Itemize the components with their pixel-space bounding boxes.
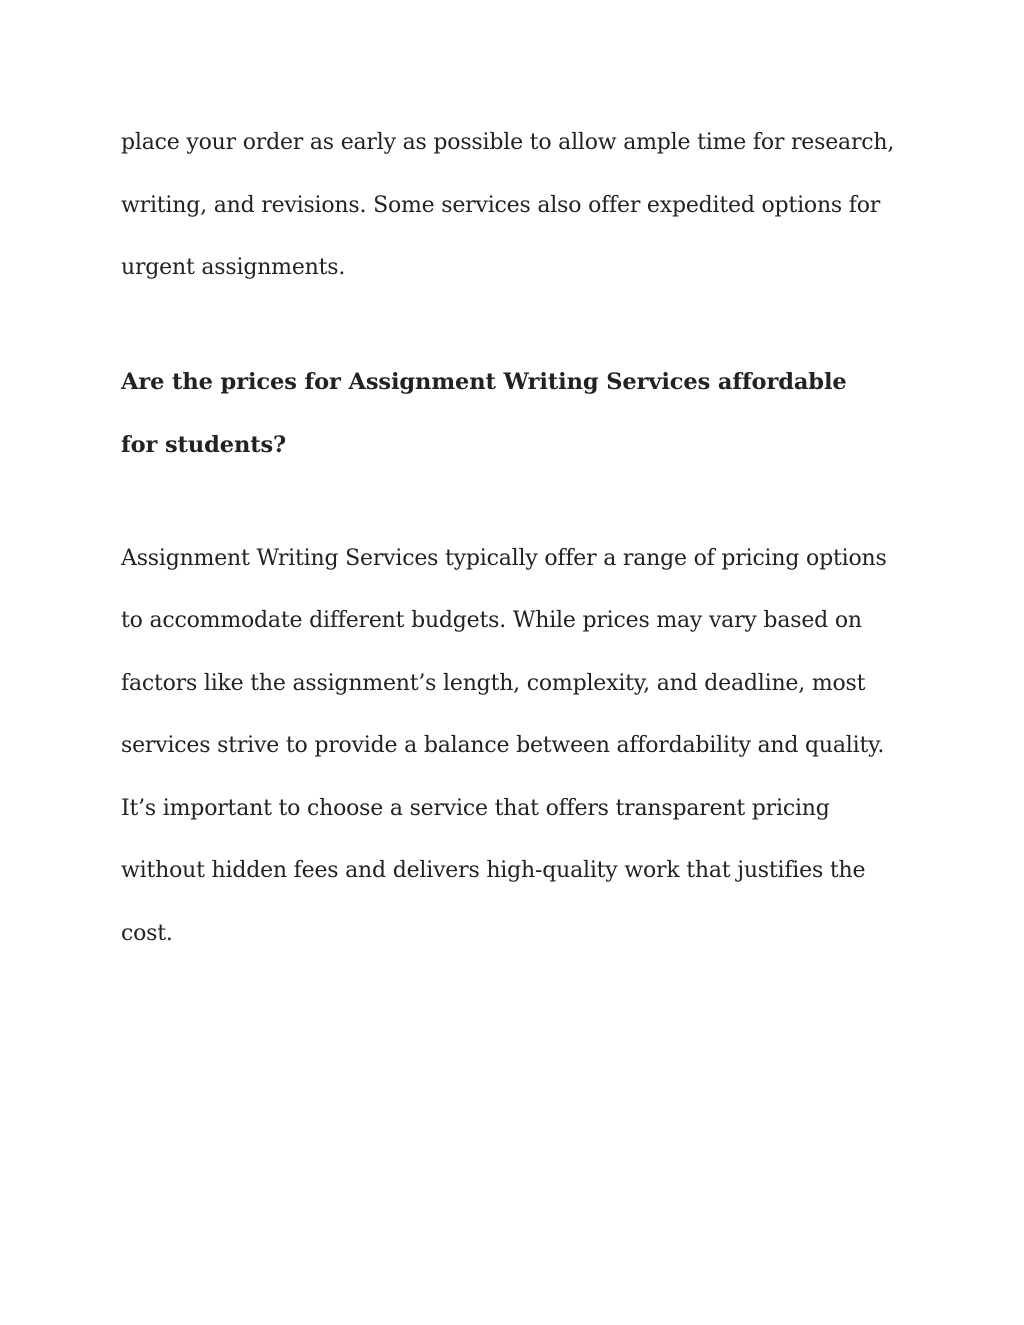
paragraph-line: writing, and revisions. Some services also offer expedited options for — [121, 192, 881, 218]
paragraph-line: without hidden fees and delivers high-quality work that justifies the — [121, 858, 866, 883]
section-heading — [121, 351, 901, 477]
page-content — [121, 112, 901, 965]
heading-line: Are the prices for Assignment Writing Services affordable — [121, 368, 847, 395]
paragraph-line: services strive to provide a balance between affordability and quality. — [121, 733, 885, 758]
paragraph-pricing — [121, 528, 901, 966]
paragraph-line: place your order as early as possible to allow ample time for research, — [121, 130, 895, 155]
paragraph-line: urgent assignments. — [121, 255, 346, 280]
heading-line: for students? — [121, 431, 287, 458]
paragraph-line: It’s important to choose a service that offers transparent pricing — [121, 795, 830, 821]
paragraph-line: to accommodate different budgets. While prices may vary based on — [121, 608, 862, 633]
paragraph-line: cost. — [121, 920, 173, 946]
paragraph-line: Assignment Writing Services typically offer a range of pricing options — [121, 545, 887, 571]
paragraph-order-timing — [121, 112, 901, 300]
paragraph-line: factors like the assignment’s length, complexity, and deadline, most — [121, 670, 866, 696]
